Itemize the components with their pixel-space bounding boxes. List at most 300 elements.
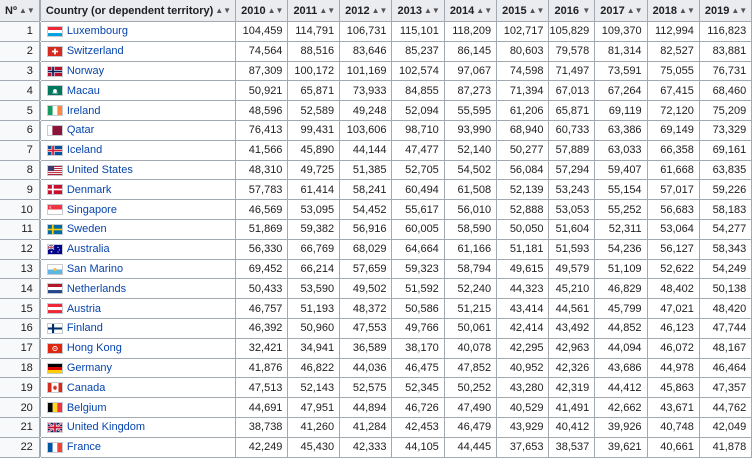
table-row xyxy=(0,239,752,259)
gdp-value-cell: 118,209 xyxy=(444,22,496,42)
gdp-value-cell: 49,502 xyxy=(340,279,392,299)
gdp-value-cell: 41,876 xyxy=(236,358,288,378)
gdp-value-cell: 42,295 xyxy=(497,338,549,358)
country-link[interactable]: Norway xyxy=(66,64,105,77)
country-cell xyxy=(40,61,235,81)
gdp-value-cell: 66,358 xyxy=(647,140,699,160)
gdp-value-cell: 73,591 xyxy=(595,61,647,81)
gdp-value-cell: 50,138 xyxy=(699,279,751,299)
gdp-value-cell: 51,593 xyxy=(549,239,595,259)
gdp-value-cell: 44,412 xyxy=(595,378,647,398)
gdp-value-cell: 103,606 xyxy=(340,120,392,140)
gdp-value-cell: 56,084 xyxy=(497,160,549,180)
belgium-flag-icon xyxy=(47,402,63,413)
table-row xyxy=(0,318,752,338)
country-link[interactable]: Luxembourg xyxy=(66,25,128,38)
table-row xyxy=(0,61,752,81)
gdp-value-cell: 57,294 xyxy=(549,160,595,180)
gdp-value-cell: 59,382 xyxy=(288,219,340,239)
gdp-value-cell: 54,277 xyxy=(699,219,751,239)
gdp-value-cell: 42,662 xyxy=(595,398,647,418)
sweden-flag-icon xyxy=(47,224,63,235)
sort-icon[interactable]: ▲▼ xyxy=(476,6,493,15)
gdp-value-cell: 59,226 xyxy=(699,180,751,200)
gdp-value-cell: 47,357 xyxy=(699,378,751,398)
sort-icon[interactable]: ▲▼ xyxy=(267,6,284,15)
gdp-value-cell: 58,590 xyxy=(444,219,496,239)
gdp-value-cell: 42,414 xyxy=(497,318,549,338)
year-header-label: 2015 xyxy=(502,4,527,17)
country-cell xyxy=(40,101,235,121)
gdp-value-cell: 44,691 xyxy=(236,398,288,418)
year-header-2010[interactable] xyxy=(236,0,288,22)
table-row xyxy=(0,378,752,398)
hong-kong-flag-icon xyxy=(47,343,63,354)
gdp-value-cell: 75,209 xyxy=(699,101,751,121)
country-link[interactable]: San Marino xyxy=(66,262,124,275)
year-header-label: 2016 xyxy=(554,4,579,17)
gdp-value-cell: 45,430 xyxy=(288,437,340,457)
gdp-value-cell: 87,273 xyxy=(444,81,496,101)
gdp-value-cell: 44,978 xyxy=(647,358,699,378)
gdp-value-cell: 52,311 xyxy=(595,219,647,239)
year-header-label: 2019 xyxy=(704,4,730,17)
gdp-value-cell: 56,916 xyxy=(340,219,392,239)
rank-cell: 15 xyxy=(0,299,39,319)
country-cell xyxy=(40,200,235,220)
rank-cell: 19 xyxy=(0,378,39,398)
sort-icon[interactable]: ▲▼ xyxy=(319,6,336,15)
gdp-value-cell: 38,537 xyxy=(549,437,595,457)
gdp-value-cell: 80,603 xyxy=(497,41,549,61)
country-link[interactable]: Ireland xyxy=(66,104,101,117)
gdp-value-cell: 52,575 xyxy=(340,378,392,398)
country-cell xyxy=(40,279,235,299)
gdp-value-cell: 44,445 xyxy=(444,437,496,457)
rank-cell: 11 xyxy=(0,219,39,239)
finland-flag-icon xyxy=(47,323,63,334)
gdp-value-cell: 51,215 xyxy=(444,299,496,319)
country-link[interactable]: Canada xyxy=(66,381,106,394)
country-link[interactable]: Hong Kong xyxy=(66,342,122,355)
gdp-value-cell: 40,952 xyxy=(497,358,549,378)
country-cell xyxy=(40,160,235,180)
gdp-value-cell: 112,994 xyxy=(647,22,699,42)
table-row xyxy=(0,279,752,299)
gdp-value-cell: 51,193 xyxy=(288,299,340,319)
gdp-value-cell: 45,863 xyxy=(647,378,699,398)
year-header-2011[interactable] xyxy=(288,0,340,22)
gdp-value-cell: 106,731 xyxy=(340,22,392,42)
gdp-value-cell: 52,345 xyxy=(392,378,444,398)
sort-icon[interactable]: ▲▼ xyxy=(423,6,440,15)
gdp-value-cell: 74,564 xyxy=(236,41,288,61)
country-cell xyxy=(40,41,235,61)
rank-cell: 2 xyxy=(0,41,39,61)
gdp-value-cell: 49,615 xyxy=(497,259,549,279)
gdp-value-cell: 41,491 xyxy=(549,398,595,418)
gdp-value-cell: 50,960 xyxy=(288,318,340,338)
country-link[interactable]: Belgium xyxy=(66,401,107,414)
gdp-value-cell: 50,433 xyxy=(236,279,288,299)
country-header[interactable] xyxy=(40,0,235,22)
gdp-value-cell: 45,890 xyxy=(288,140,340,160)
gdp-value-cell: 61,508 xyxy=(444,180,496,200)
gdp-value-cell: 39,926 xyxy=(595,417,647,437)
gdp-value-cell: 63,386 xyxy=(595,120,647,140)
country-cell xyxy=(40,219,235,239)
year-header-2017[interactable] xyxy=(595,0,647,22)
gdp-value-cell: 60,005 xyxy=(392,219,444,239)
gdp-value-cell: 69,452 xyxy=(236,259,288,279)
year-header-2015[interactable] xyxy=(497,0,549,22)
gdp-value-cell: 37,653 xyxy=(497,437,549,457)
france-flag-icon xyxy=(47,442,63,453)
gdp-value-cell: 42,326 xyxy=(549,358,595,378)
gdp-value-cell: 50,061 xyxy=(444,318,496,338)
gdp-value-cell: 67,264 xyxy=(595,81,647,101)
gdp-value-cell: 40,412 xyxy=(549,417,595,437)
gdp-value-cell: 58,183 xyxy=(699,200,751,220)
gdp-value-cell: 50,277 xyxy=(497,140,549,160)
gdp-value-cell: 68,029 xyxy=(340,239,392,259)
gdp-value-cell: 49,766 xyxy=(392,318,444,338)
year-header-2014[interactable] xyxy=(444,0,496,22)
netherlands-flag-icon xyxy=(47,283,63,294)
table-row xyxy=(0,120,752,140)
gdp-value-cell: 54,452 xyxy=(340,200,392,220)
sort-icon[interactable]: ▲▼ xyxy=(679,6,695,15)
gdp-value-cell: 56,010 xyxy=(444,200,496,220)
country-cell xyxy=(40,338,235,358)
year-header-2019[interactable] xyxy=(699,0,751,22)
country-cell xyxy=(40,120,235,140)
table-row xyxy=(0,200,752,220)
gdp-value-cell: 36,589 xyxy=(340,338,392,358)
gdp-value-cell: 56,127 xyxy=(647,239,699,259)
gdp-value-cell: 57,659 xyxy=(340,259,392,279)
gdp-value-cell: 53,243 xyxy=(549,180,595,200)
gdp-value-cell: 42,319 xyxy=(549,378,595,398)
gdp-value-cell: 51,109 xyxy=(595,259,647,279)
gdp-value-cell: 43,671 xyxy=(647,398,699,418)
gdp-value-cell: 47,021 xyxy=(647,299,699,319)
sort-icon[interactable]: ▲▼ xyxy=(18,6,35,15)
gdp-value-cell: 98,710 xyxy=(392,120,444,140)
rank-header[interactable] xyxy=(0,0,39,22)
table-row xyxy=(0,41,752,61)
rank-cell: 12 xyxy=(0,239,39,259)
gdp-value-cell: 93,990 xyxy=(444,120,496,140)
gdp-value-cell: 48,372 xyxy=(340,299,392,319)
country-cell xyxy=(40,81,235,101)
gdp-value-cell: 55,595 xyxy=(444,101,496,121)
canada-flag-icon xyxy=(47,382,63,393)
gdp-value-cell: 52,094 xyxy=(392,101,444,121)
table-row xyxy=(0,398,752,418)
country-cell xyxy=(40,180,235,200)
singapore-flag-icon xyxy=(47,204,63,215)
gdp-value-cell: 71,497 xyxy=(549,61,595,81)
table-row xyxy=(0,299,752,319)
country-link[interactable]: United Kingdom xyxy=(66,421,146,434)
gdp-value-cell: 44,762 xyxy=(699,398,751,418)
gdp-value-cell: 109,370 xyxy=(595,22,647,42)
year-header-label: 2018 xyxy=(652,4,678,17)
gdp-value-cell: 59,323 xyxy=(392,259,444,279)
country-link[interactable]: United States xyxy=(66,163,133,176)
country-link[interactable]: Sweden xyxy=(66,223,107,236)
gdp-value-cell: 51,604 xyxy=(549,219,595,239)
gdp-value-cell: 104,459 xyxy=(236,22,288,42)
gdp-value-cell: 41,260 xyxy=(288,417,340,437)
gdp-value-cell: 61,414 xyxy=(288,180,340,200)
gdp-value-cell: 48,310 xyxy=(236,160,288,180)
gdp-value-cell: 76,731 xyxy=(699,61,751,81)
table-row xyxy=(0,358,752,378)
gdp-value-cell: 47,553 xyxy=(340,318,392,338)
gdp-value-cell: 43,686 xyxy=(595,358,647,378)
gdp-value-cell: 115,101 xyxy=(392,22,444,42)
gdp-value-cell: 61,668 xyxy=(647,160,699,180)
gdp-value-cell: 42,249 xyxy=(236,437,288,457)
gdp-value-cell: 54,236 xyxy=(595,239,647,259)
rank-cell: 5 xyxy=(0,101,39,121)
gdp-value-cell: 83,881 xyxy=(699,41,751,61)
table-body xyxy=(0,22,752,458)
table-row xyxy=(0,338,752,358)
year-header-2012[interactable] xyxy=(340,0,392,22)
rank-cell: 20 xyxy=(0,398,39,418)
country-link[interactable]: Switzerland xyxy=(66,45,124,58)
gdp-value-cell: 65,871 xyxy=(549,101,595,121)
table-row xyxy=(0,140,752,160)
gdp-value-cell: 67,013 xyxy=(549,81,595,101)
country-link[interactable]: Netherlands xyxy=(66,282,127,295)
gdp-value-cell: 48,167 xyxy=(699,338,751,358)
gdp-value-cell: 100,172 xyxy=(288,61,340,81)
austria-flag-icon xyxy=(47,303,63,314)
gdp-value-cell: 52,622 xyxy=(647,259,699,279)
year-header-2016[interactable] xyxy=(549,0,595,22)
gdp-value-cell: 102,717 xyxy=(497,22,549,42)
ireland-flag-icon xyxy=(47,105,63,116)
gdp-value-cell: 116,823 xyxy=(699,22,751,42)
gdp-value-cell: 49,248 xyxy=(340,101,392,121)
gdp-value-cell: 32,421 xyxy=(236,338,288,358)
gdp-value-cell: 40,529 xyxy=(497,398,549,418)
gdp-value-cell: 57,889 xyxy=(549,140,595,160)
gdp-value-cell: 105,829 xyxy=(549,22,595,42)
rank-cell: 8 xyxy=(0,160,39,180)
rank-cell: 10 xyxy=(0,200,39,220)
gdp-value-cell: 63,033 xyxy=(595,140,647,160)
gdp-value-cell: 53,095 xyxy=(288,200,340,220)
gdp-value-cell: 69,149 xyxy=(647,120,699,140)
gdp-value-cell: 47,490 xyxy=(444,398,496,418)
gdp-value-cell: 45,799 xyxy=(595,299,647,319)
sort-icon[interactable]: ▼ xyxy=(582,6,591,15)
year-header-2018[interactable] xyxy=(647,0,699,22)
country-cell xyxy=(40,299,235,319)
gdp-value-cell: 69,119 xyxy=(595,101,647,121)
gdp-value-cell: 47,513 xyxy=(236,378,288,398)
sort-icon[interactable]: ▲▼ xyxy=(371,6,388,15)
table-row xyxy=(0,219,752,239)
table-row xyxy=(0,101,752,121)
rank-cell: 13 xyxy=(0,259,39,279)
luxembourg-flag-icon xyxy=(47,26,63,37)
gdp-value-cell: 44,852 xyxy=(595,318,647,338)
gdp-value-cell: 64,664 xyxy=(392,239,444,259)
gdp-value-cell: 53,590 xyxy=(288,279,340,299)
country-link[interactable]: Macau xyxy=(66,84,100,97)
gdp-value-cell: 73,329 xyxy=(699,120,751,140)
year-header-label: 2014 xyxy=(449,4,475,17)
rank-cell: 7 xyxy=(0,140,39,160)
sort-icon[interactable]: ▲▼ xyxy=(731,6,748,15)
gdp-value-cell: 38,170 xyxy=(392,338,444,358)
country-link[interactable]: Qatar xyxy=(66,124,95,137)
table-row xyxy=(0,22,752,42)
gdp-value-cell: 56,330 xyxy=(236,239,288,259)
gdp-value-cell: 54,249 xyxy=(699,259,751,279)
gdp-value-cell: 41,566 xyxy=(236,140,288,160)
gdp-value-cell: 52,705 xyxy=(392,160,444,180)
san-marino-flag-icon xyxy=(47,264,63,275)
sort-icon[interactable]: ▲▼ xyxy=(215,6,232,15)
gdp-value-cell: 47,477 xyxy=(392,140,444,160)
gdp-value-cell: 65,871 xyxy=(288,81,340,101)
year-header-2013[interactable] xyxy=(392,0,444,22)
gdp-value-cell: 50,921 xyxy=(236,81,288,101)
gdp-value-cell: 46,392 xyxy=(236,318,288,338)
gdp-value-cell: 52,143 xyxy=(288,378,340,398)
iceland-flag-icon xyxy=(47,145,63,156)
gdp-value-cell: 44,561 xyxy=(549,299,595,319)
table-row xyxy=(0,259,752,279)
gdp-value-cell: 41,878 xyxy=(699,437,751,457)
gdp-value-cell: 40,661 xyxy=(647,437,699,457)
country-cell xyxy=(40,437,235,457)
year-header-label: 2011 xyxy=(293,4,318,17)
gdp-value-cell: 68,460 xyxy=(699,81,751,101)
gdp-value-cell: 61,206 xyxy=(497,101,549,121)
table-row xyxy=(0,81,752,101)
gdp-value-cell: 46,829 xyxy=(595,279,647,299)
gdp-value-cell: 46,757 xyxy=(236,299,288,319)
gdp-value-cell: 46,726 xyxy=(392,398,444,418)
gdp-value-cell: 49,725 xyxy=(288,160,340,180)
gdp-value-cell: 48,596 xyxy=(236,101,288,121)
gdp-value-cell: 52,240 xyxy=(444,279,496,299)
country-link[interactable]: France xyxy=(66,441,102,454)
country-cell xyxy=(40,259,235,279)
gdp-value-cell: 85,237 xyxy=(392,41,444,61)
gdp-value-cell: 34,941 xyxy=(288,338,340,358)
country-link[interactable]: Denmark xyxy=(66,183,112,196)
switzerland-flag-icon xyxy=(47,46,63,57)
country-link[interactable]: Germany xyxy=(66,361,113,374)
gdp-value-cell: 44,894 xyxy=(340,398,392,418)
country-link[interactable]: Iceland xyxy=(66,144,103,157)
gdp-value-cell: 87,309 xyxy=(236,61,288,81)
gdp-value-cell: 46,822 xyxy=(288,358,340,378)
australia-flag-icon xyxy=(47,244,63,255)
gdp-value-cell: 50,050 xyxy=(497,219,549,239)
gdp-value-cell: 55,617 xyxy=(392,200,444,220)
gdp-value-cell: 101,169 xyxy=(340,61,392,81)
gdp-value-cell: 79,578 xyxy=(549,41,595,61)
gdp-value-cell: 58,241 xyxy=(340,180,392,200)
gdp-value-cell: 49,579 xyxy=(549,259,595,279)
gdp-value-cell: 81,314 xyxy=(595,41,647,61)
gdp-value-cell: 41,284 xyxy=(340,417,392,437)
gdp-value-cell: 86,145 xyxy=(444,41,496,61)
gdp-value-cell: 55,252 xyxy=(595,200,647,220)
gdp-value-cell: 39,621 xyxy=(595,437,647,457)
gdp-value-cell: 48,420 xyxy=(699,299,751,319)
gdp-value-cell: 42,049 xyxy=(699,417,751,437)
gdp-value-cell: 44,144 xyxy=(340,140,392,160)
year-header-label: 2010 xyxy=(241,4,266,17)
country-link[interactable]: Singapore xyxy=(66,203,117,216)
gdp-value-cell: 114,791 xyxy=(288,22,340,42)
country-link[interactable]: Austria xyxy=(66,302,102,315)
sort-icon[interactable]: ▲▼ xyxy=(528,6,545,15)
gdp-value-cell: 52,139 xyxy=(497,180,549,200)
gdp-value-cell: 42,453 xyxy=(392,417,444,437)
gdp-value-cell: 40,748 xyxy=(647,417,699,437)
gdp-value-cell: 82,527 xyxy=(647,41,699,61)
rank-cell: 6 xyxy=(0,120,39,140)
gdp-value-cell: 43,414 xyxy=(497,299,549,319)
gdp-value-cell: 51,385 xyxy=(340,160,392,180)
gdp-value-cell: 46,475 xyxy=(392,358,444,378)
table-row xyxy=(0,160,752,180)
country-cell xyxy=(40,140,235,160)
gdp-value-cell: 51,869 xyxy=(236,219,288,239)
gdp-value-cell: 60,733 xyxy=(549,120,595,140)
gdp-value-cell: 43,492 xyxy=(549,318,595,338)
country-link[interactable]: Finland xyxy=(66,322,103,335)
gdp-value-cell: 50,252 xyxy=(444,378,496,398)
sort-icon[interactable]: ▲▼ xyxy=(626,6,643,15)
rank-cell: 9 xyxy=(0,180,39,200)
gdp-value-cell: 51,592 xyxy=(392,279,444,299)
gdp-value-cell: 46,072 xyxy=(647,338,699,358)
gdp-value-cell: 44,323 xyxy=(497,279,549,299)
gdp-value-cell: 66,214 xyxy=(288,259,340,279)
country-link[interactable]: Australia xyxy=(66,243,110,256)
rank-cell: 17 xyxy=(0,338,39,358)
gdp-value-cell: 59,407 xyxy=(595,160,647,180)
gdp-value-cell: 71,394 xyxy=(497,81,549,101)
germany-flag-icon xyxy=(47,363,63,374)
gdp-value-cell: 57,017 xyxy=(647,180,699,200)
country-cell xyxy=(40,378,235,398)
gdp-value-cell: 44,105 xyxy=(392,437,444,457)
gdp-value-cell: 102,574 xyxy=(392,61,444,81)
gdp-value-cell: 40,078 xyxy=(444,338,496,358)
gdp-value-cell: 72,120 xyxy=(647,101,699,121)
gdp-value-cell: 58,794 xyxy=(444,259,496,279)
gdp-value-cell: 51,181 xyxy=(497,239,549,259)
gdp-value-cell: 46,123 xyxy=(647,318,699,338)
rank-cell: 22 xyxy=(0,437,39,457)
rank-cell: 18 xyxy=(0,358,39,378)
qatar-flag-icon xyxy=(47,125,63,136)
